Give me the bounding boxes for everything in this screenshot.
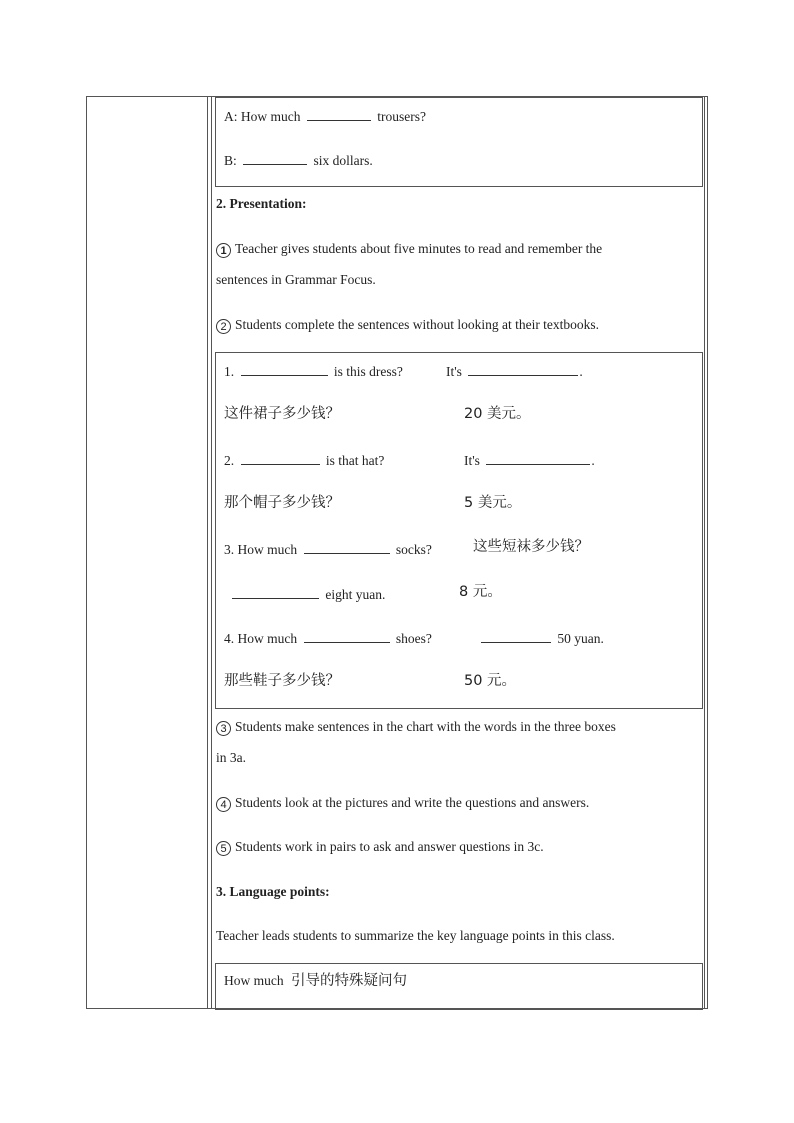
exercise-q4-answer: 50 yuan. <box>481 630 604 647</box>
lesson-plan-table <box>86 96 708 1009</box>
fill-blank <box>232 586 319 599</box>
step-1-line2: sentences in Grammar Focus. <box>216 272 376 287</box>
exercise-q2-cn: 那个帽子多少钱？ <box>224 495 340 511</box>
exercise-q4: 4. How much shoes? <box>224 631 432 646</box>
step-3-line1: 3 Students make sentences in the chart with the words in the three boxes <box>216 719 616 736</box>
summary-box <box>215 963 703 1010</box>
language-points-text: Teacher leads students to summarize the key language points in this class. <box>216 928 615 943</box>
circled-number-icon: 5 <box>216 841 231 856</box>
fill-blank <box>468 363 578 376</box>
dialogue-line-a: A: How much trousers? <box>224 109 426 124</box>
exercise-q3-cn-answer: 8 元。 <box>459 584 502 600</box>
fill-blank <box>243 152 307 165</box>
circled-number-icon: 3 <box>216 721 231 736</box>
grammar-exercise-box <box>215 352 703 709</box>
circled-number-icon: 1 <box>216 243 231 258</box>
exercise-q2-cn-answer: 5 美元。 <box>464 495 522 511</box>
exercise-q4-cn-answer: 50 元。 <box>464 673 517 689</box>
language-points-heading: 3. Language points: <box>216 884 330 899</box>
fill-blank <box>307 108 371 121</box>
exercise-q1-cn-answer: 20 美元。 <box>464 406 531 422</box>
column-divider <box>207 97 208 1008</box>
circled-number-icon: 2 <box>216 319 231 334</box>
exercise-q1-answer: It's . <box>446 364 583 379</box>
fill-blank <box>304 630 390 643</box>
fill-blank <box>481 630 551 643</box>
exercise-q3: 3. How much socks? <box>224 542 432 557</box>
exercise-q2-answer: It's . <box>464 453 595 468</box>
step-3-line2: in 3a. <box>216 750 246 765</box>
dialogue-line-b: B: six dollars. <box>224 153 373 168</box>
step-4: 4 Students look at the pictures and write the questions and answers. <box>216 795 589 812</box>
step-5: 5 Students work in pairs to ask and answer questions in 3c. <box>216 839 544 856</box>
exercise-q3-answer: eight yuan. <box>232 586 385 603</box>
summary-text: How much 引导的特殊疑问句 <box>224 973 407 989</box>
fill-blank <box>304 541 390 554</box>
circled-number-icon: 4 <box>216 797 231 812</box>
step-1-line1: 1 Teacher gives students about five minutes to read and remember the <box>216 241 602 258</box>
fill-blank <box>486 452 590 465</box>
exercise-q4-cn: 那些鞋子多少钱？ <box>224 673 340 689</box>
exercise-q2: 2. is that hat? <box>224 453 385 468</box>
step-2: 2 Students complete the sentences without looking at their textbooks. <box>216 317 599 334</box>
column-divider-inner <box>211 97 212 1008</box>
exercise-q1: 1. is this dress? <box>224 364 403 379</box>
exercise-q1-cn: 这件裙子多少钱？ <box>224 406 340 422</box>
dialogue-box <box>215 97 703 187</box>
presentation-heading: 2. Presentation: <box>216 196 307 211</box>
fill-blank <box>241 452 320 465</box>
exercise-q3-cn: 这些短袜多少钱？ <box>473 539 589 555</box>
fill-blank <box>241 363 328 376</box>
column-divider-right <box>704 97 705 1008</box>
